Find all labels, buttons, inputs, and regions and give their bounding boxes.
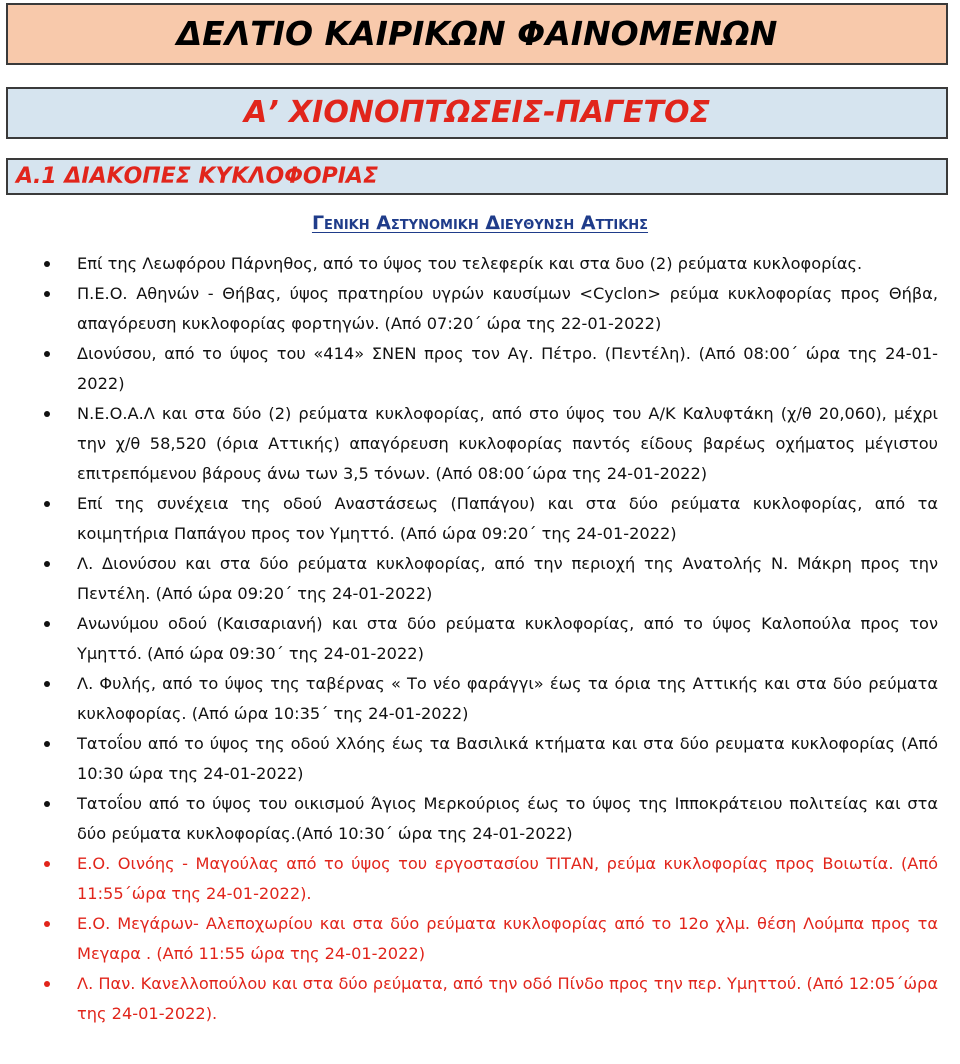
list-item: [0, 549, 960, 609]
list-item: [0, 729, 960, 789]
bullet-icon: [44, 861, 50, 867]
bullet-icon: [44, 291, 50, 297]
list-item: [0, 609, 960, 669]
bullet-icon: [44, 411, 50, 417]
document-title: ΔΕΛΤΙΟ ΚΑΙΡΙΚΩΝ ΦΑΙΝΟΜΕΝΩΝ: [6, 3, 948, 65]
list-item: [0, 489, 960, 549]
list-item: [0, 969, 960, 1029]
bullet-icon: [44, 741, 50, 747]
bullet-icon: [44, 921, 50, 927]
list-item-text: Επί της συνέχεια της οδού Αναστάσεως (Παπάγου) και στα δύο ρεύματα κυκλοφορίας, από τα κοιμητήρια Παπάγου προς τον Υμηττό. (Από ώρα 09:20΄ της 24-01-2022): [77, 494, 938, 543]
list-item-text: Ε.Ο. Μεγάρων- Αλεποχωρίου και στα δύο ρεύματα κυκλοφορίας από το 12ο χλμ. θέση Λούμπα προς τα Μεγαρα . (Από 11:55 ώρα της 24-01-2022): [77, 914, 938, 963]
list-item-text: Τατοΐου από το ύψος της οδού Χλόης έως τα Βασιλικά κτήματα και στα δύο ρευματα κυκλοφορίας (Από 10:30 ώρα της 24-01-2022): [77, 734, 938, 783]
authority-heading: [0, 212, 960, 234]
list-item-text: Ν.Ε.Ο.Α.Λ και στα δύο (2) ρεύματα κυκλοφορίας, από στο ύψος του Α/Κ Καλυφτάκη (χ/θ 20,060), μέχρι την χ/θ 58,520 (όρια Αττικής) απαγόρευση κυκλοφορίας παντός είδους βαρέως οχήματος μέγιστου επιτρεπόμενου βάρους άνω των 3,5 τόνων. (Από 08:00΄ώρα της 24-01-2022): [77, 404, 938, 483]
list-item-text: Διονύσου, από το ύψος του «414» ΣΝΕΝ προς τον Αγ. Πέτρο. (Πεντέλη). (Από 08:00΄ ώρα της 24-01-2022): [77, 344, 938, 393]
list-item: [0, 669, 960, 729]
section-title: Α.1 ΔΙΑΚΟΠΕΣ ΚΥΚΛΟΦΟΡΙΑΣ: [6, 158, 948, 195]
list-item: [0, 279, 960, 339]
bullet-icon: [44, 621, 50, 627]
bullet-icon: [44, 501, 50, 507]
list-item: [0, 909, 960, 969]
list-item: [0, 849, 960, 909]
list-item-text: Λ. Διονύσου και στα δύο ρεύματα κυκλοφορίας, από την περιοχή της Ανατολής Ν. Μάκρη προς την Πεντέλη. (Από ώρα 09:20΄ της 24-01-2022): [77, 554, 938, 603]
list-item: [0, 339, 960, 399]
bullet-icon: [44, 681, 50, 687]
list-item-text: Τατοΐου από το ύψος του οικισμού Άγιος Μερκούριος έως το ύψος της Ιπποκράτειου πολιτείας και στα δύο ρεύματα κυκλοφορίας.(Από 10:30΄ ώρα της 24-01-2022): [77, 794, 938, 843]
bullet-icon: [44, 261, 50, 267]
bullet-icon: [44, 801, 50, 807]
list-item-text: Ανωνύμου οδού (Καισαριανή) και στα δύο ρεύματα κυκλοφορίας, από το ύψος Καλοπούλα προς τον Υμηττό. (Από ώρα 09:30΄ της 24-01-2022): [77, 614, 938, 663]
bullet-icon: [44, 981, 50, 987]
list-item-text: Λ. Παν. Κανελλοπούλου και στα δύο ρεύματα, από την οδό Πίνδο προς την περ. Υμηττού. (Από 12:05΄ώρα της 24-01-2022).: [77, 974, 938, 1023]
list-item-text: Ε.Ο. Οινόης - Μαγούλας από το ύψος του εργοστασίου ΤΙΤΑΝ, ρεύμα κυκλοφορίας προς Βοιωτία. (Από 11:55΄ώρα της 24-01-2022).: [77, 854, 938, 903]
list-item: [0, 399, 960, 489]
list-item-text: Π.Ε.Ο. Αθηνών - Θήβας, ύψος πρατηρίου υγρών καυσίμων <Cyclon> ρεύμα κυκλοφορίας προς Θήβα, απαγόρευση κυκλοφορίας φορτηγών. (Από 07:20΄ ώρα της 22-01-2022): [77, 284, 938, 333]
bullet-icon: [44, 351, 50, 357]
list-item-text: Επί της Λεωφόρου Πάρνηθος, από το ύψος του τελεφερίκ και στα δυο (2) ρεύματα κυκλοφορίας.: [77, 254, 863, 273]
bullet-icon: [44, 561, 50, 567]
category-title: Α’ ΧΙΟΝΟΠΤΩΣΕΙΣ-ΠΑΓΕΤΟΣ: [6, 87, 948, 139]
list-item: [0, 249, 960, 279]
authority-heading-text: Γενικη Αστυνομικη Διευθυνση Αττικης: [311, 212, 649, 234]
closures-list: [0, 249, 960, 1029]
list-item-text: Λ. Φυλής, από το ύψος της ταβέρνας « Το νέο φαράγγι» έως τα όρια της Αττικής και στα δύο ρεύματα κυκλοφορίας. (Από ώρα 10:35΄ της 24-01-2022): [77, 674, 938, 723]
list-item: [0, 789, 960, 849]
